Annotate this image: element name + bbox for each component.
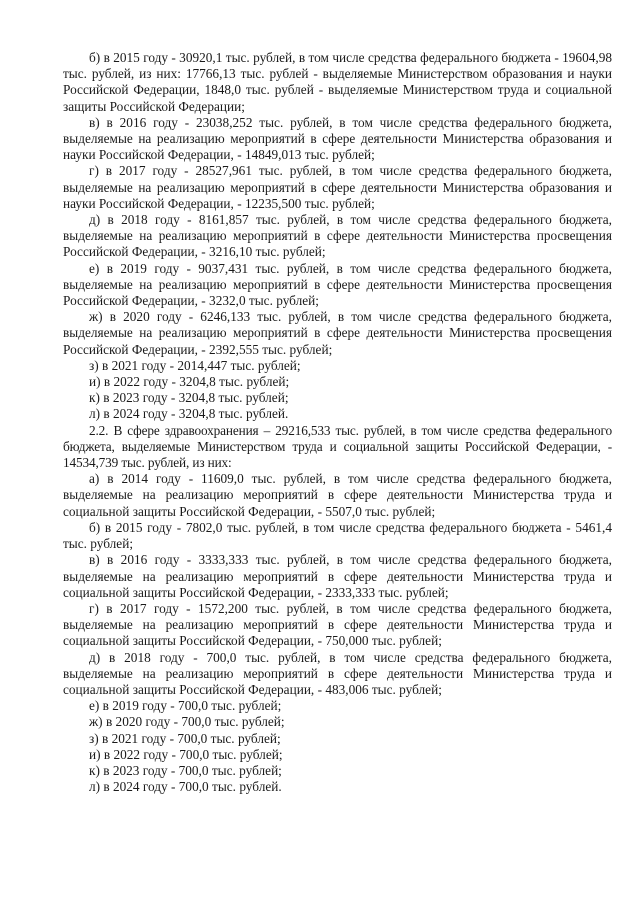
paragraph-2020-education: ж) в 2020 году - 6246,133 тыс. рублей, в том числе средства федерального бюджета, выделяемые на реализацию мероприятий в сфере деятельности Министерства просвещения Российской Федерации, - 2392,555 тыс. рублей; bbox=[63, 309, 612, 357]
paragraph-2020-healthcare: ж) в 2020 году - 700,0 тыс. рублей; bbox=[89, 714, 285, 730]
section-heading-healthcare: 2.2. В сфере здравоохранения – 29216,533 тыс. рублей, в том числе средства федерального бюджета, выделяемые Министерством труда и социальной защиты Российской Федерации, - 14534,739 тыс. рублей, из них: bbox=[63, 422, 612, 471]
paragraph-2016-healthcare: в) в 2016 году - 3333,333 тыс. рублей, в том числе средства федерального бюджета, выделяемые на реализацию мероприятий в сфере деятельности Министерства труда и социальной защиты Российской Федерации, - 2333,333 тыс. рублей; bbox=[63, 552, 612, 600]
paragraph-2019-education: е) в 2019 году - 9037,431 тыс. рублей, в том числе средства федерального бюджета, выделяемые на реализацию мероприятий в сфере деятельности Министерства просвещения Российской Федерации, - 3232,0 тыс. рублей; bbox=[63, 260, 612, 309]
paragraph-2017-healthcare: г) в 2017 году - 1572,200 тыс. рублей, в том числе средства федерального бюджета, выделяемые на реализацию мероприятий в сфере деятельности Министерства труда и социальной защиты Российской Федерации, - 750,000 тыс. рублей; bbox=[63, 600, 612, 649]
paragraph-2022-education: и) в 2022 году - 3204,8 тыс. рублей; bbox=[89, 374, 290, 390]
paragraph-2014-healthcare: а) в 2014 году - 11609,0 тыс. рублей, в том числе средства федерального бюджета, выделяемые на реализацию мероприятий в сфере деятельности Министерства труда и социальной защиты Российской Федерации, - 5507,0 тыс. рублей; bbox=[63, 471, 612, 519]
paragraph-2016-education: в) в 2016 году - 23038,252 тыс. рублей, в том числе средства федерального бюджета, выделяемые на реализацию мероприятий в сфере деятельности Министерства образования и науки Российской Федерации, - 14849,013 тыс. рублей; bbox=[63, 114, 612, 163]
paragraph-2023-education: к) в 2023 году - 3204,8 тыс. рублей; bbox=[89, 390, 289, 406]
paragraph-2015-education: б) в 2015 году - 30920,1 тыс. рублей, в том числе средства федерального бюджета - 19604,98 тыс. рублей, из них: 17766,13 тыс. рублей - выделяемые Министерством образования и науки Российской Федерации, 1848,0 тыс. рублей - выделяемые Министерством труда и социальной защиты Российской Федерации; bbox=[63, 50, 612, 114]
paragraph-2018-education: д) в 2018 году - 8161,857 тыс. рублей, в том числе средства федерального бюджета, выделяемые на реализацию мероприятий в сфере деятельности Министерства просвещения Российской Федерации, - 3216,10 тыс. рублей; bbox=[63, 212, 612, 260]
paragraph-2021-education: з) в 2021 году - 2014,447 тыс. рублей; bbox=[89, 357, 301, 373]
paragraph-2017-education: г) в 2017 году - 28527,961 тыс. рублей, в том числе средства федерального бюджета, выделяемые на реализацию мероприятий в сфере деятельности Министерства образования и науки Российской Федерации, - 12235,500 тыс. рублей; bbox=[63, 163, 612, 211]
paragraph-2022-healthcare: и) в 2022 году - 700,0 тыс. рублей; bbox=[89, 746, 283, 762]
paragraph-2018-healthcare: д) в 2018 году - 700,0 тыс. рублей, в том числе средства федерального бюджета, выделяемые на реализацию мероприятий в сфере деятельности Министерства труда и социальной защиты Российской Федерации, - 483,006 тыс. рублей; bbox=[63, 649, 612, 697]
paragraph-2015-healthcare: б) в 2015 году - 7802,0 тыс. рублей, в том числе средства федерального бюджета - 5461,4 тыс. рублей; bbox=[63, 519, 612, 552]
paragraph-2021-healthcare: з) в 2021 году - 700,0 тыс. рублей; bbox=[89, 730, 281, 746]
paragraph-2023-healthcare: к) в 2023 году - 700,0 тыс. рублей; bbox=[89, 762, 282, 778]
paragraph-2024-healthcare: л) в 2024 году - 700,0 тыс. рублей. bbox=[89, 779, 282, 795]
paragraph-2024-education: л) в 2024 году - 3204,8 тыс. рублей. bbox=[89, 406, 289, 422]
document-body bbox=[63, 50, 612, 795]
paragraph-2019-healthcare: е) в 2019 году - 700,0 тыс. рублей; bbox=[89, 698, 282, 714]
